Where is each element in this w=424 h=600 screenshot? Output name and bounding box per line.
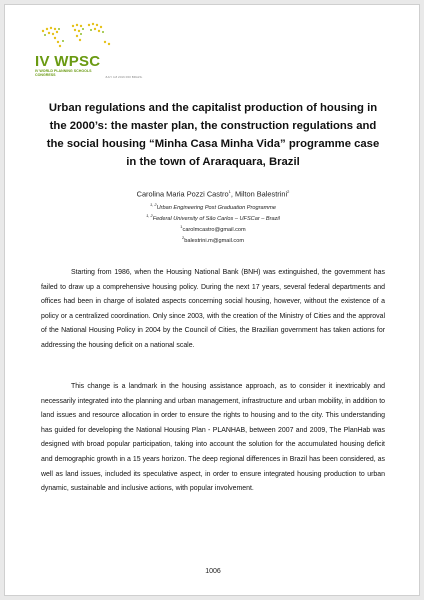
affiliation-superscript: 1, 2: [146, 213, 153, 218]
paper-page: [4, 4, 420, 596]
author-name: Milton Balestrini: [234, 189, 288, 199]
affiliation-text: Urban Engineering Post Graduation Programme: [156, 204, 277, 211]
email-superscript: 2: [181, 235, 185, 240]
affiliation-superscript: 1, 2: [149, 202, 157, 207]
email-line: [41, 224, 385, 233]
author-separator: ,: [230, 189, 235, 199]
affiliation-line: [41, 202, 385, 211]
author-line: [41, 189, 385, 198]
world-map-logo-graphic: [33, 17, 123, 53]
email-text: balestrini.m@gmail.com: [184, 237, 244, 244]
logo-name: IV WPSC: [35, 53, 101, 70]
paper-title: Urban regulations and the capitalist production of housing in the 2000’s: the master plan, the construction regulations and the social housing “Minha Casa Minha Vida” programme case in the town of Araraquara, Brazil: [46, 102, 380, 168]
affiliation-line: [41, 213, 385, 222]
congress-logo: [33, 17, 173, 79]
email-line: [41, 235, 385, 244]
author-superscript: 1: [228, 189, 231, 194]
email-text: carolmcastro@gmail.com: [182, 226, 246, 233]
author-superscript: 2: [287, 189, 290, 194]
body-paragraph: This change is a landmark in the housing assistance approach, as to consider it inextricably and necessarily integrated into the planning and urban management, infrastructure and urban mobility, in addition to land issues and resource allocation in order to ensure the rights to housing and to the city. This understanding has guided for developing the National Housing Plan - PLANHAB, between 2007 and 2009, The PlanHab was designed with broad popular participation, taking into account the solution for the accumulated housing deficit and demographic growth in a 15 years horizon. The deep regional differences in Brazil has been considered, as well as land issues, included its speculative aspect, in order to ensure integrated housing production to urban dynamic, sustainable and inclusive actions, with popular involvement.: [41, 383, 385, 493]
logo-meta: JULY 4-8 2016 RIO BRAZIL: [105, 75, 143, 79]
author-name: Carolina Maria Pozzi Castro: [136, 189, 229, 199]
email-superscript: 1: [180, 224, 183, 229]
affiliation-text: Federal University of São Carlos – UFSCar – Brazil: [152, 215, 280, 222]
page-number: 1006: [205, 568, 221, 575]
body-paragraph: Starting from 1986, when the Housing National Bank (BNH) was extinguished, the government has failed to draw up a comprehensive housing policy. During the next 17 years, several federal departments and offices had been in charge of isolated aspects concerning social housing, however, without the existence of a policy or a centralized coordination. Only since 2003, with the creation of the Ministry of Cities and the approval of the National Housing Policy in 2004 by the Council of Cities, the Brazilian government has taken actions for addressing the housing deficit on a national scale.: [41, 269, 385, 349]
logo-subtitle: IV WORLD PLANNING SCHOOLS CONGRESS: [35, 69, 92, 77]
